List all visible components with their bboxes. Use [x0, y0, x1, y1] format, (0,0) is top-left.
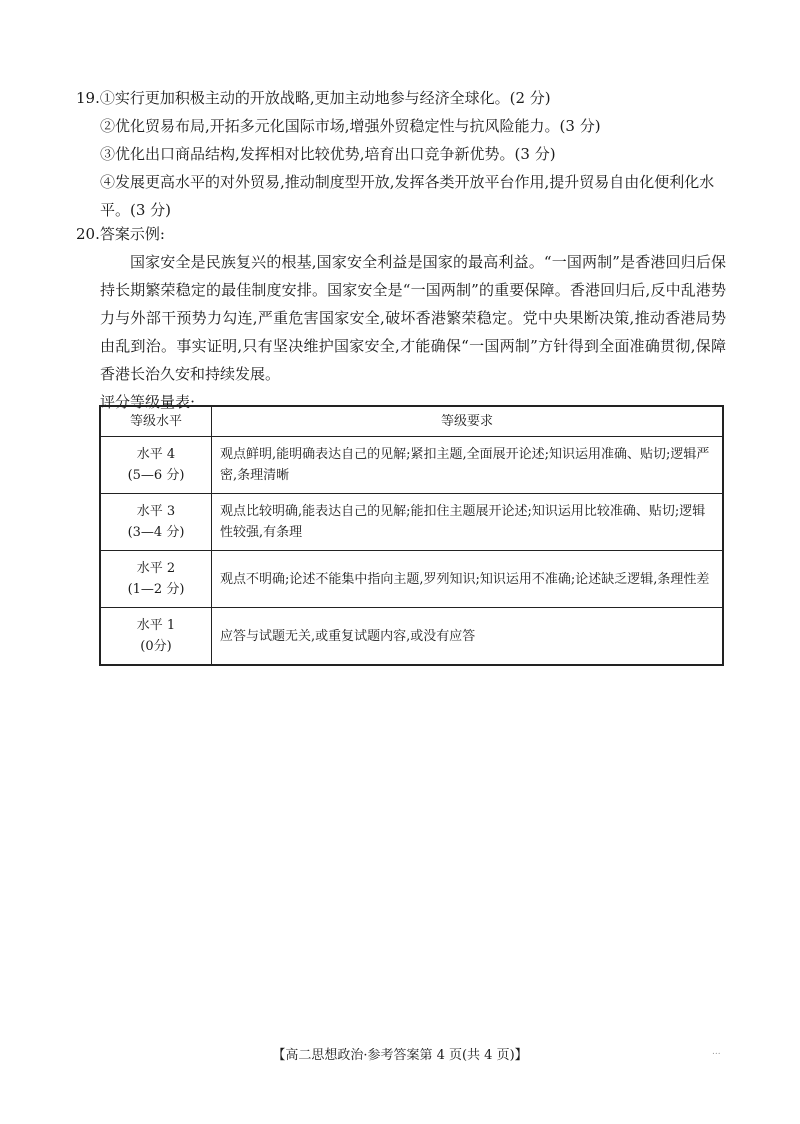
q19-point-3: ③优化出口商品结构,发挥相对比较优势,培育出口竞争新优势。(3 分) [100, 145, 556, 163]
level-score: (1—2 分) [127, 582, 185, 597]
page-footer: 【高二思想政治·参考答案第 4 页(共 4 页)】 [272, 1048, 528, 1063]
level-cell [100, 608, 212, 666]
q20-heading: 20.答案示例: [76, 225, 165, 243]
requirement-cell: 应答与试题无关,或重复试题内容,或没有应答 [212, 608, 724, 666]
requirement-cell: 观点比较明确,能表达自己的见解;能扣住主题展开论述;知识运用比较准确、贴切;逻辑性较强,有条理 [212, 494, 724, 551]
header-level: 等级水平 [100, 406, 212, 437]
question-19-answer [76, 84, 726, 224]
requirement-cell: 观点鲜明,能明确表达自己的见解;紧扣主题,全面展开论述;知识运用准确、贴切;逻辑严密,条理清晰 [212, 437, 724, 494]
level-score: (3—4 分) [127, 525, 185, 540]
q19-point-4: ④发展更高水平的对外贸易,推动制度型开放,发挥各类开放平台作用,提升贸易自由化便利化水平。(3 分) [100, 173, 715, 219]
table-header-row [100, 406, 723, 437]
q19-point-2: ②优化贸易布局,开拓多元化国际市场,增强外贸稳定性与抗风险能力。(3 分) [100, 117, 601, 135]
q19-point-1: 19.①实行更加积极主动的开放战略,更加主动地参与经济全球化。(2 分) [76, 89, 551, 107]
level-name: 水平 2 [136, 561, 176, 576]
grading-scale-table [99, 405, 724, 666]
table-row [100, 494, 723, 551]
requirement-cell: 观点不明确;论述不能集中指向主题,罗列知识;知识运用不准确;论述缺乏逻辑,条理性差 [212, 551, 724, 608]
table-row [100, 608, 723, 666]
level-cell [100, 437, 212, 494]
level-cell [100, 551, 212, 608]
level-score: (0分) [140, 639, 172, 654]
question-20-answer [76, 220, 726, 416]
grading-scale-title: 评分等级量表: [100, 393, 196, 411]
header-requirement: 等级要求 [212, 406, 724, 437]
level-cell [100, 494, 212, 551]
corner-mark: ... [712, 1047, 721, 1057]
table-row [100, 551, 723, 608]
level-name: 水平 4 [136, 447, 176, 462]
q20-sample-answer: 国家安全是民族复兴的根基,国家安全利益是国家的最高利益。“一国两制”是香港回归后保持长期繁荣稳定的最佳制度安排。国家安全是“一国两制”的重要保障。香港回归后,反中乱港势力与外部干预势力勾连,严重危害国家安全,破坏香港繁荣稳定。党中央果断决策,推动香港局势由乱到治。事实证明,只有坚决维护国家安全,才能确保“一国两制”方针得到全面准确贯彻,保障香港长治久安和持续发展。 [100, 253, 726, 383]
level-name: 水平 1 [136, 618, 176, 633]
level-score: (5—6 分) [127, 468, 185, 483]
level-name: 水平 3 [136, 504, 176, 519]
table-row [100, 437, 723, 494]
